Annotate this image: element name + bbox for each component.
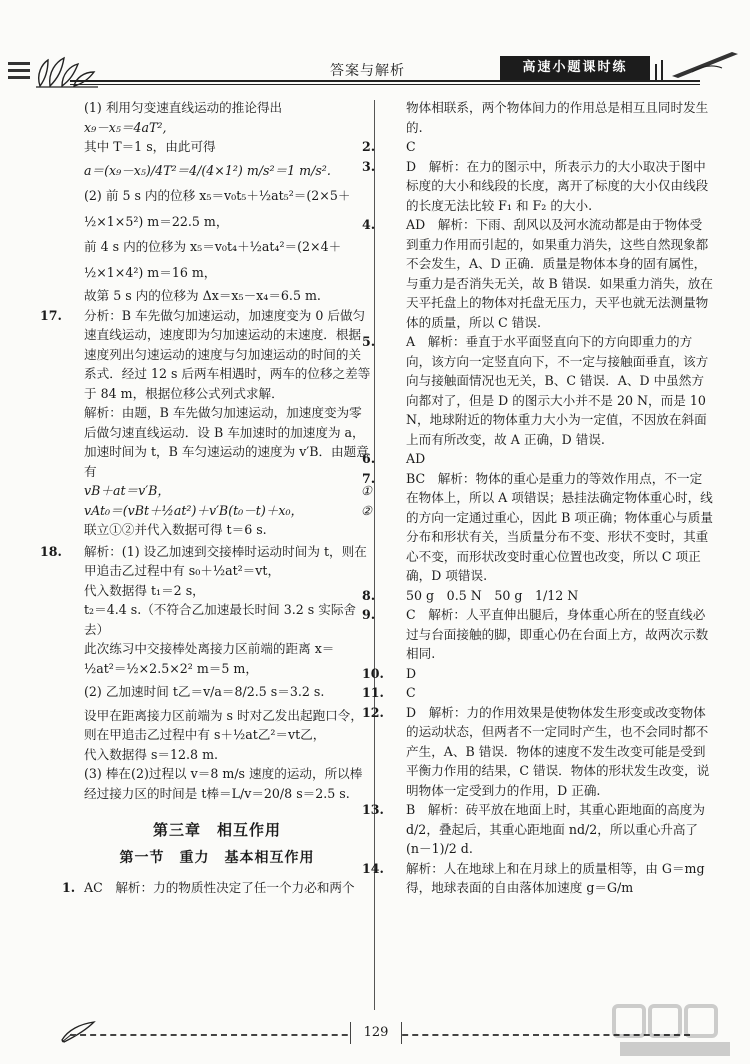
equation-ref: ② <box>360 502 372 518</box>
equation: vB＋at＝v′B， <box>84 483 170 498</box>
answer-item <box>362 605 714 664</box>
answer-text: 解析：人在地球上和在月球上的质量相等，由 G＝mg 得，地球表面的自由落体加速度 g＝G/m <box>406 860 705 895</box>
right-column <box>362 98 714 898</box>
p18-text: 解析：(1) 设乙加速到交接棒时运动时间为 t，则在甲追击乙过程中有 s₀＋½at²＝vt， <box>84 543 367 578</box>
question-number: 9. <box>362 607 376 622</box>
answer-item <box>362 215 714 332</box>
p18-line: 代入数据得 t₁＝2 s， <box>84 582 205 598</box>
question-number: 2. <box>362 139 376 154</box>
question-number: 1. <box>62 880 76 895</box>
question-number: 6. <box>362 451 376 466</box>
p16-line: (1) 利用匀变速直线运动的推论得出 <box>84 100 283 115</box>
p18-solution <box>40 542 372 581</box>
p16-line: ½×1×5²) m＝22.5 m， <box>84 213 229 229</box>
answer-item <box>362 859 714 898</box>
question-number: 7. <box>362 470 376 486</box>
p17-solution: 解析：由题，B 车先做匀加速运动，加速度变为零后做匀速直线运动．设 B 车加速时的加速度为 a，加速时间为 t，B 车匀速运动的速度为 v′B．由题意有 <box>84 405 369 479</box>
section-title: 第一节 重力 基本相互作用 <box>119 849 315 866</box>
question-number: 8. <box>362 587 376 603</box>
answer-item <box>362 800 714 859</box>
p16-line: (2) 前 5 s 内的位移 x₅＝v₀t₅＋½at₅²＝(2×5＋ <box>84 188 351 203</box>
answer-text: C <box>406 685 416 700</box>
answer-text: D <box>406 665 417 681</box>
p18-line: (3) 棒在(2)过程以 v＝8 m/s 速度的运动，所以棒经过接力区的时间是 t棒＝L/v＝20/8 s＝2.5 s. <box>84 766 363 801</box>
p17-equation-2 <box>62 501 372 521</box>
answer-item <box>362 683 714 703</box>
answer-item <box>362 664 714 684</box>
p18-line: ½at²＝½×2.5×2² m＝5 m， <box>84 660 258 676</box>
watermark-logo <box>610 1000 740 1060</box>
p16-line: 前 4 s 内的位移为 x₅＝v₀t₄＋½at₄²＝(2×4＋ <box>84 239 342 254</box>
answer-item <box>362 449 714 469</box>
p18-line: (2) 乙加速时间 t乙＝v/a＝8/2.5 s＝3.2 s. <box>84 684 325 699</box>
left-column <box>40 98 372 898</box>
header-rule-thin <box>70 84 700 85</box>
p17-equation-1 <box>62 481 372 501</box>
answer-text: D 解析：在力的图示中，所表示力的大小取决于图中标度的大小和线段的长度，离开了标度的大小仅由线段的长度无法比较 F₁ 和 F₂ 的大小. <box>406 158 709 213</box>
question-number: 14. <box>362 860 384 876</box>
question-number: 11. <box>362 685 384 700</box>
answer-item <box>362 586 714 606</box>
question-number: 18. <box>40 543 62 559</box>
p17-analysis <box>40 306 372 404</box>
q1-text: AC 解析：力的物质性决定了任一个力必和两个 <box>84 880 355 895</box>
p16-line: 故第 5 s 内的位移为 Δx＝x₅－x₄＝6.5 m. <box>84 288 321 303</box>
question-number: 4. <box>362 217 376 232</box>
p18-line: t₂＝4.4 s.（不符合乙加速最长时间 3.2 s 实际舍去） <box>84 602 357 637</box>
p18-line: 设甲在距离接力区前端为 s 时对乙发出起跑口令，则在甲追击乙过程中有 s＋½at乙²＝vt乙， <box>84 707 363 742</box>
p17-text: 分析：B 车先做匀加速运动，加速度变为 0 后做匀速直线运动，速度即为匀加速运动的末速度．根据速度列出匀速运动的速度与匀加速运动的时间的关系式．经过 12 s 后两车相遇时，两车的位移之差等于 84 m，根据位移公式列式求解． <box>84 307 371 401</box>
quill-pen-icon <box>58 1020 98 1044</box>
q1-line <box>62 878 372 898</box>
p16-line: a＝(x₉－x₅)/4T²＝4/(4×1²) m/s²＝1 m/s². <box>84 162 331 178</box>
series-title: 高速小题课时练 <box>500 56 650 80</box>
p16-line: ½×1×4²) m＝16 m， <box>84 264 217 280</box>
question-number: 5. <box>362 334 376 349</box>
page-number: 129 <box>350 1022 402 1044</box>
p18-line: 此次练习中交接棒处离接力区前端的距离 x＝ <box>84 641 335 656</box>
answer-item <box>362 332 714 449</box>
equation: vAt₀＝(vBt＋½at²)＋v′B(t₀－t)＋x₀， <box>84 502 304 518</box>
answer-text: AD 解析：下雨、刮风以及河水流动都是由于物体受到重力作用而引起的，如果重力消失，这些自然现象都不会发生，A、D 正确．质量是物体本身的固有属性，与重力是否消失无关，故 B 错误．如果重力消失，放在天平托盘上的物体对托盘无压力，天平也就无法测量物体的质量，所以 C 错误. <box>406 217 713 330</box>
answer-item <box>362 469 714 586</box>
answer-item <box>362 703 714 801</box>
continued-text: 物体相联系，两个物体间力的作用总是相互且同时发生的. <box>406 100 709 135</box>
answer-text: C <box>406 139 416 154</box>
answer-item <box>362 137 714 157</box>
question-number: 3. <box>362 158 376 174</box>
header-title: 答案与解析 <box>330 63 405 79</box>
answer-item <box>362 157 714 216</box>
page-header <box>0 0 750 92</box>
question-number: 17. <box>40 307 62 323</box>
answer-text: B 解析：砖平放在地面上时，其重心距地面的高度为 d/2，叠起后，其重心距地面 nd/2，所以重心升高了 (n－1)/2 d. <box>406 802 705 856</box>
p16-line: 其中 T＝1 s，由此可得 <box>84 139 216 154</box>
question-number: 10. <box>362 665 384 681</box>
answer-text: C 解析：人平直伸出腿后，身体重心所在的竖直线必过与台面接触的脚，即重心仍在台面上方，故两次示数相同. <box>406 607 709 661</box>
answer-text: AD <box>406 451 426 466</box>
p17-line: 联立①②并代入数据可得 t＝6 s. <box>84 522 267 537</box>
pen-decoration-icon <box>652 44 744 84</box>
equation-ref: ① <box>360 483 372 498</box>
chapter-title: 第三章 相互作用 <box>152 821 281 839</box>
answer-text: A 解析：垂直于水平面竖直向下的方向即重力的方向，该方向一定竖直向下，不一定与接触面垂直，该方向与接触面情况也无关，B、C 错误．A、D 中虽然方向都对了，但是 D 的图示大小并不是 20 N，而是 10 N，地球附近的物体重力大小为一定值，不因放在斜面上而有所改变，故 A 正确，D 错误. <box>406 334 709 447</box>
header-rule <box>70 80 700 82</box>
p16-line: x₉－x₅＝4aT², <box>84 119 167 135</box>
answer-list <box>362 137 714 898</box>
answer-text: BC 解析：物体的重心是重力的等效作用点，不一定在物体上，所以 A 项错误；悬挂法确定物体重心时，线的方向一定通过重心，因此 B 项正确；物体重心与质量分布和形状有关，当质量分布不变、形状不变时，其重心不变，而形状改变时重心位置也改变，所以 C 项正确，D 项错误. <box>406 470 713 583</box>
question-number: 13. <box>362 802 384 817</box>
question-number: 12. <box>362 704 384 720</box>
answer-text: 50 g 0.5 N 50 g 1/12 N <box>406 587 579 603</box>
p18-line: 代入数据得 s＝12.8 m. <box>84 746 219 762</box>
answer-text: D 解析：力的作用效果是使物体发生形变或改变物体的运动状态，但两者不一定同时产生，也不会同时都不产生，A、B 错误．物体的速度不发生改变可能是受到平衡力作用的结果，C 错误．物体的形状发生改变，说明物体一定受到力的作用，D 正确. <box>406 704 710 798</box>
